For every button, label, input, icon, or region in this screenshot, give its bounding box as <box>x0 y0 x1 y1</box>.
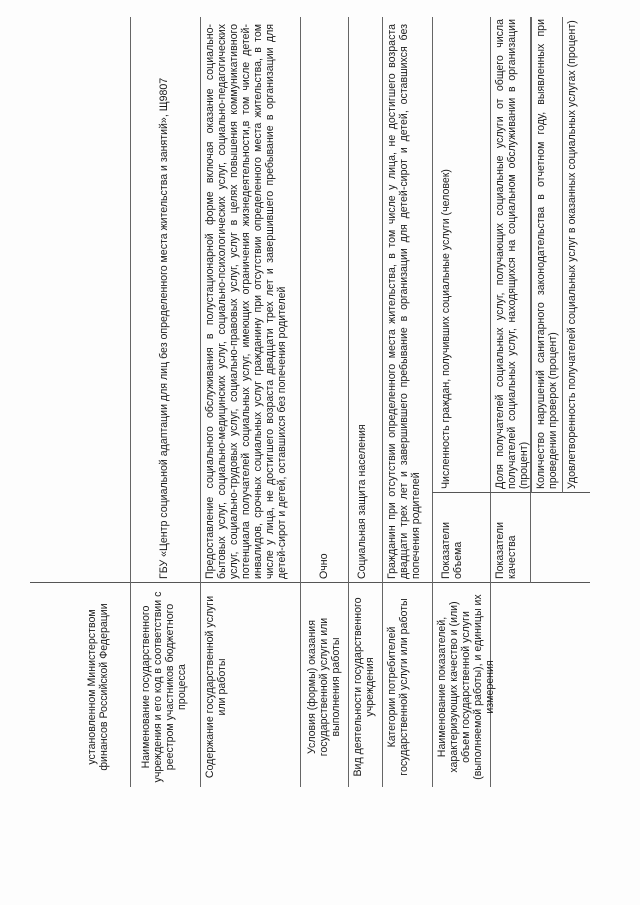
quality-label: Показатели качества <box>494 521 518 579</box>
quality-item: Доля получателей социальных услуг, получающих социальные услуги от общего числа получателей социальных услуг, находящихся на социальном обслуживании в организации (процент) <box>494 19 530 489</box>
volume-label: Показатели объема <box>440 521 464 579</box>
row-divider <box>432 17 433 787</box>
consumers-value: Гражданин при отсутствии определенного места жительства, в том числе у лица, не достигшего возраста двадцати трех лет и завершившего пребывание в организации для детей-сирот и детей, оставшихся без попечения родителей <box>386 24 422 579</box>
row-divider <box>200 17 201 787</box>
header-label: установленном Министерством финансов Российской Федерации <box>86 603 110 771</box>
volume-item: Численность граждан, получивших социальные услуги (человек) <box>440 169 452 489</box>
institution-value: ГБУ «Центр социальной адаптации для лиц без определенного места жительства и занятий», Щ9807 <box>158 77 170 579</box>
institution-label: Наименование государственного учреждения и его код в соответствии с реестром участников бюджетного процесса <box>140 591 188 783</box>
column-divider <box>30 582 590 583</box>
row-divider <box>130 17 131 787</box>
activity-value: Социальная защита населения <box>356 424 368 579</box>
row-divider <box>531 17 532 493</box>
row-divider <box>348 17 349 787</box>
consumers-label: Категории потребителей государственной услуги или работы <box>386 598 410 776</box>
form-label: Условия (формы) оказания государственной услуги или выполнения работы <box>306 617 342 757</box>
quality-item: Количество нарушений санитарного законодательства в отчетном году, выявленных при проведении проверок (процент) <box>535 19 559 489</box>
activity-label: Вид деятельности государственного учреждения <box>352 597 376 777</box>
row-divider <box>562 17 563 493</box>
content-label: Содержание государственной услуги или работы <box>204 595 228 779</box>
form-value: Очно <box>318 553 330 579</box>
row-divider <box>382 17 383 787</box>
quality-item: Удовлетворенность получателей социальных услуг в оказанных социальных услугах (процент) <box>566 20 578 489</box>
indicators-label: Наименование показателей, характеризующих качество и (или) объем государственной услуги (выполняемой работы), и единицы их измерения <box>436 594 496 780</box>
row-divider <box>300 17 301 787</box>
content-value: Предоставление социального обслуживания в полустационарной форме включая оказание социально-бытовых услуг, социально-медицинских услуг, социально-психологических услуг, социально-педагогических услуг, социально-трудовых услуг, социально-правовых услуг, услуг в целях повышения коммуникативного потенциала получателей социальных услуг, имеющих ограничения жизнедеятельности,в том числе детей-инвалидов, срочных социальных услуг гражданину при отсутствии определенного места жительства, в том числе у лица, не достигшего возраста двадцати трех лет и завершившего пребывание в организации для детей-сирот и детей, оставшихся без попечения родителей <box>204 24 288 579</box>
